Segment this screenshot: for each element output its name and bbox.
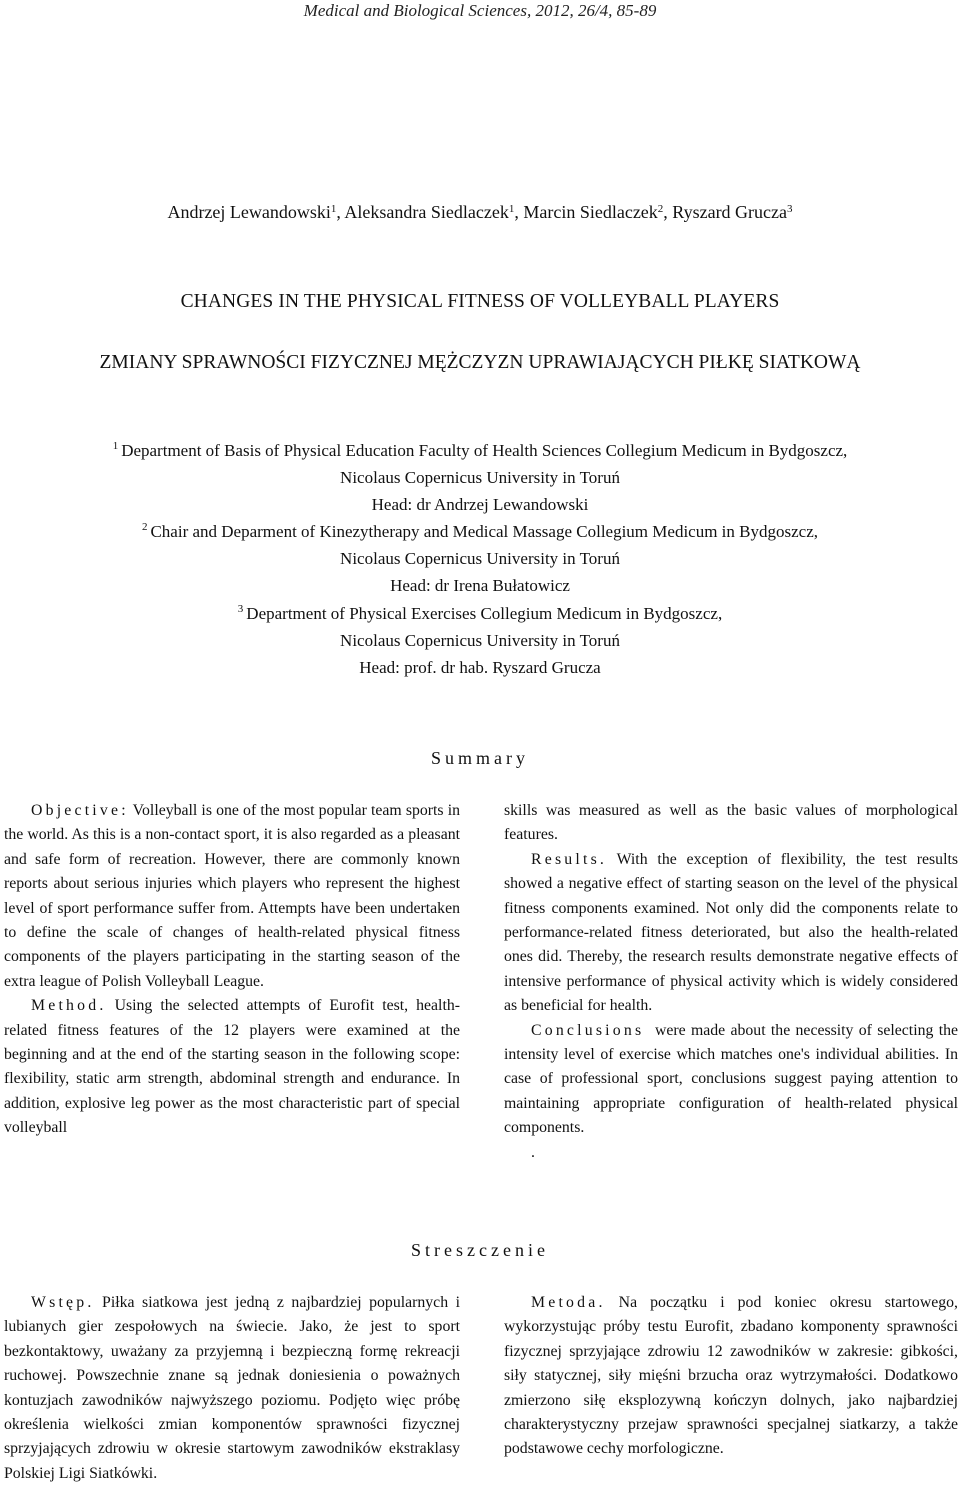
affiliation-line <box>0 518 960 545</box>
method-paragraph-continued: skills was measured as well as the basic values of morphological features. <box>504 802 958 844</box>
results-paragraph <box>504 848 958 1019</box>
author-name: Ryszard Grucza <box>672 202 788 222</box>
affiliation-list <box>0 437 960 681</box>
trailing-dot: . <box>531 1143 535 1161</box>
streszczenie-right-column <box>504 1291 958 1462</box>
author-affiliation-mark: 2 <box>657 203 664 215</box>
affiliation-line <box>0 545 960 572</box>
running-head: Medical and Biological Sciences, 2012, 26/4, 85-89 <box>303 1 657 20</box>
metoda-label: Metoda. <box>531 1294 606 1311</box>
affiliation-text: Head: prof. dr hab. Ryszard Grucza <box>359 657 601 677</box>
summary-right-column <box>504 799 958 1165</box>
metoda-paragraph <box>504 1291 958 1462</box>
wstep-text: Piłka siatkowa jest jedną z najbardziej popularnych i lubianych gier zespołowych na świecie. Jako, że jest to sport bezkontaktowy, uważany za przyjemną i bezpieczną formę rekreacji ruchowej. Powszechnie znane są jednak doniesienia o poważnych kontuzjach zawodników najwyższego poziomu. Podjęto więc próbę określenia wielkości zmian komponentów sprawności fizycznej sprzyjających zdrowiu w okresie startowym zawodników ekstraklasy Polskiej Ligi Siatkówki. <box>4 1294 460 1482</box>
paper-title-english: CHANGES IN THE PHYSICAL FITNESS OF VOLLEYBALL PLAYERS <box>180 291 780 312</box>
results-text: With the exception of flexibility, the test results showed a negative effect of starting season on the level of the physical fitness components examined. Not only did the components relate to performance-related fitness deteriorated, but also the health-related ones did. Thereby, the research results demonstrate negative effects of intensive performance of physical activity which is widely considered as beneficial for health. <box>504 850 958 1015</box>
author-separator: , <box>336 202 345 222</box>
affiliation-mark: 2 <box>141 521 148 534</box>
streszczenie-heading: Streszczenie <box>411 1240 549 1260</box>
summary-left-column <box>4 799 460 1141</box>
affiliation-text: Department of Physical Exercises Collegium Medicum in Bydgoszcz, <box>246 603 723 623</box>
results-label: Results. <box>531 850 608 868</box>
affiliation-text: Nicolaus Copernicus University in Toruń <box>340 468 620 488</box>
method-label: Method. <box>31 997 107 1015</box>
affiliation-line <box>0 464 960 491</box>
affiliation-mark: 3 <box>237 602 244 615</box>
affiliation-text: Chair and Deparment of Kinezytherapy and Medical Massage Collegium Medicum in Bydgoszcz, <box>150 522 819 542</box>
summary-heading: Summary <box>431 748 529 768</box>
objective-paragraph <box>4 799 460 994</box>
author-name: Marcin Siedlaczek <box>523 202 658 222</box>
affiliation-line <box>0 627 960 654</box>
affiliation-text: Head: dr Andrzej Lewandowski <box>371 495 589 515</box>
metoda-text: Na początku i pod koniec okresu startowego, wykorzystując próby testu Eurofit, zbadano komponenty sprawności fizycznej sprzyjające zdrowiu 12 zawodników w zakresie: gibkości, siły statycznej, siły mięśni brzucha oraz wytrzymałości. Dodatkowo zmierzono siłę eksplozywną kończyn dolnych, jako najbardziej charakterystyczny przejaw sprawności specjalnej siatkarzy, a także podstawowe cechy morfologiczne. <box>504 1294 959 1458</box>
affiliation-line <box>0 437 960 464</box>
affiliation-text: Nicolaus Copernicus University in Toruń <box>340 630 620 650</box>
author-name: Aleksandra Siedlaczek <box>344 202 509 222</box>
affiliation-line <box>0 600 960 627</box>
method-paragraph <box>4 994 460 1140</box>
affiliation-text: Department of Basis of Physical Education Faculty of Health Sciences Collegium Medicum in Bydgoszcz, <box>121 441 848 460</box>
paper-title-polish: ZMIANY SPRAWNOŚCI FIZYCZNEJ MĘŻCZYZN UPRAWIAJĄCYCH PIŁKĘ SIATKOWĄ <box>99 352 861 373</box>
author-affiliation-mark: 3 <box>787 203 793 215</box>
wstep-paragraph <box>4 1291 460 1486</box>
wstep-label: Wstęp. <box>31 1294 95 1311</box>
author-affiliation-mark: 1 <box>330 203 337 215</box>
author-name: Andrzej Lewandowski <box>167 202 331 222</box>
affiliation-line <box>0 654 960 681</box>
method-text: Using the selected attempts of Eurofit test, health-related fitness features of the 12 players were examined at the beginning and at the end of the starting season in the following scope: flexibility, static arm strength, abdominal strength and endurance. In addition, explosive leg power as the most characteristic part of special volleyball <box>4 997 460 1137</box>
author-affiliation-mark: 1 <box>508 203 515 215</box>
affiliation-line <box>0 491 960 518</box>
conclusions-text: were made about the necessity of selecting the intensity level of exercise which matches one's individual abilities. In case of professional sport, conclusions suggest paying attention to maintaining appropriate configuration of health-related physical components. <box>504 1021 958 1137</box>
streszczenie-left-column <box>4 1291 460 1486</box>
conclusions-paragraph <box>504 1019 958 1141</box>
conclusions-label: Conclusions <box>531 1021 645 1039</box>
affiliation-line <box>0 572 960 599</box>
affiliation-text: Head: dr Irena Bułatowicz <box>390 576 570 596</box>
affiliation-mark: 1 <box>112 440 119 452</box>
author-list <box>0 200 960 224</box>
author-separator: , <box>663 202 673 222</box>
objective-label: Objective: <box>31 802 129 819</box>
objective-text: Volleyball is one of the most popular team sports in the world. As this is a non-contact sport, it is also regarded as a pleasant and safe form of recreation. However, there are commonly known reports about serious injuries which players who represent the highest level of sport performance suffer from. Attempts have been undertaken to define the scale of changes of health-related physical fitness components of the players participating in the starting season of the extra league of Polish Volleyball League. <box>4 802 460 990</box>
author-separator: , <box>514 202 524 222</box>
affiliation-text: Nicolaus Copernicus University in Toruń <box>340 549 620 569</box>
